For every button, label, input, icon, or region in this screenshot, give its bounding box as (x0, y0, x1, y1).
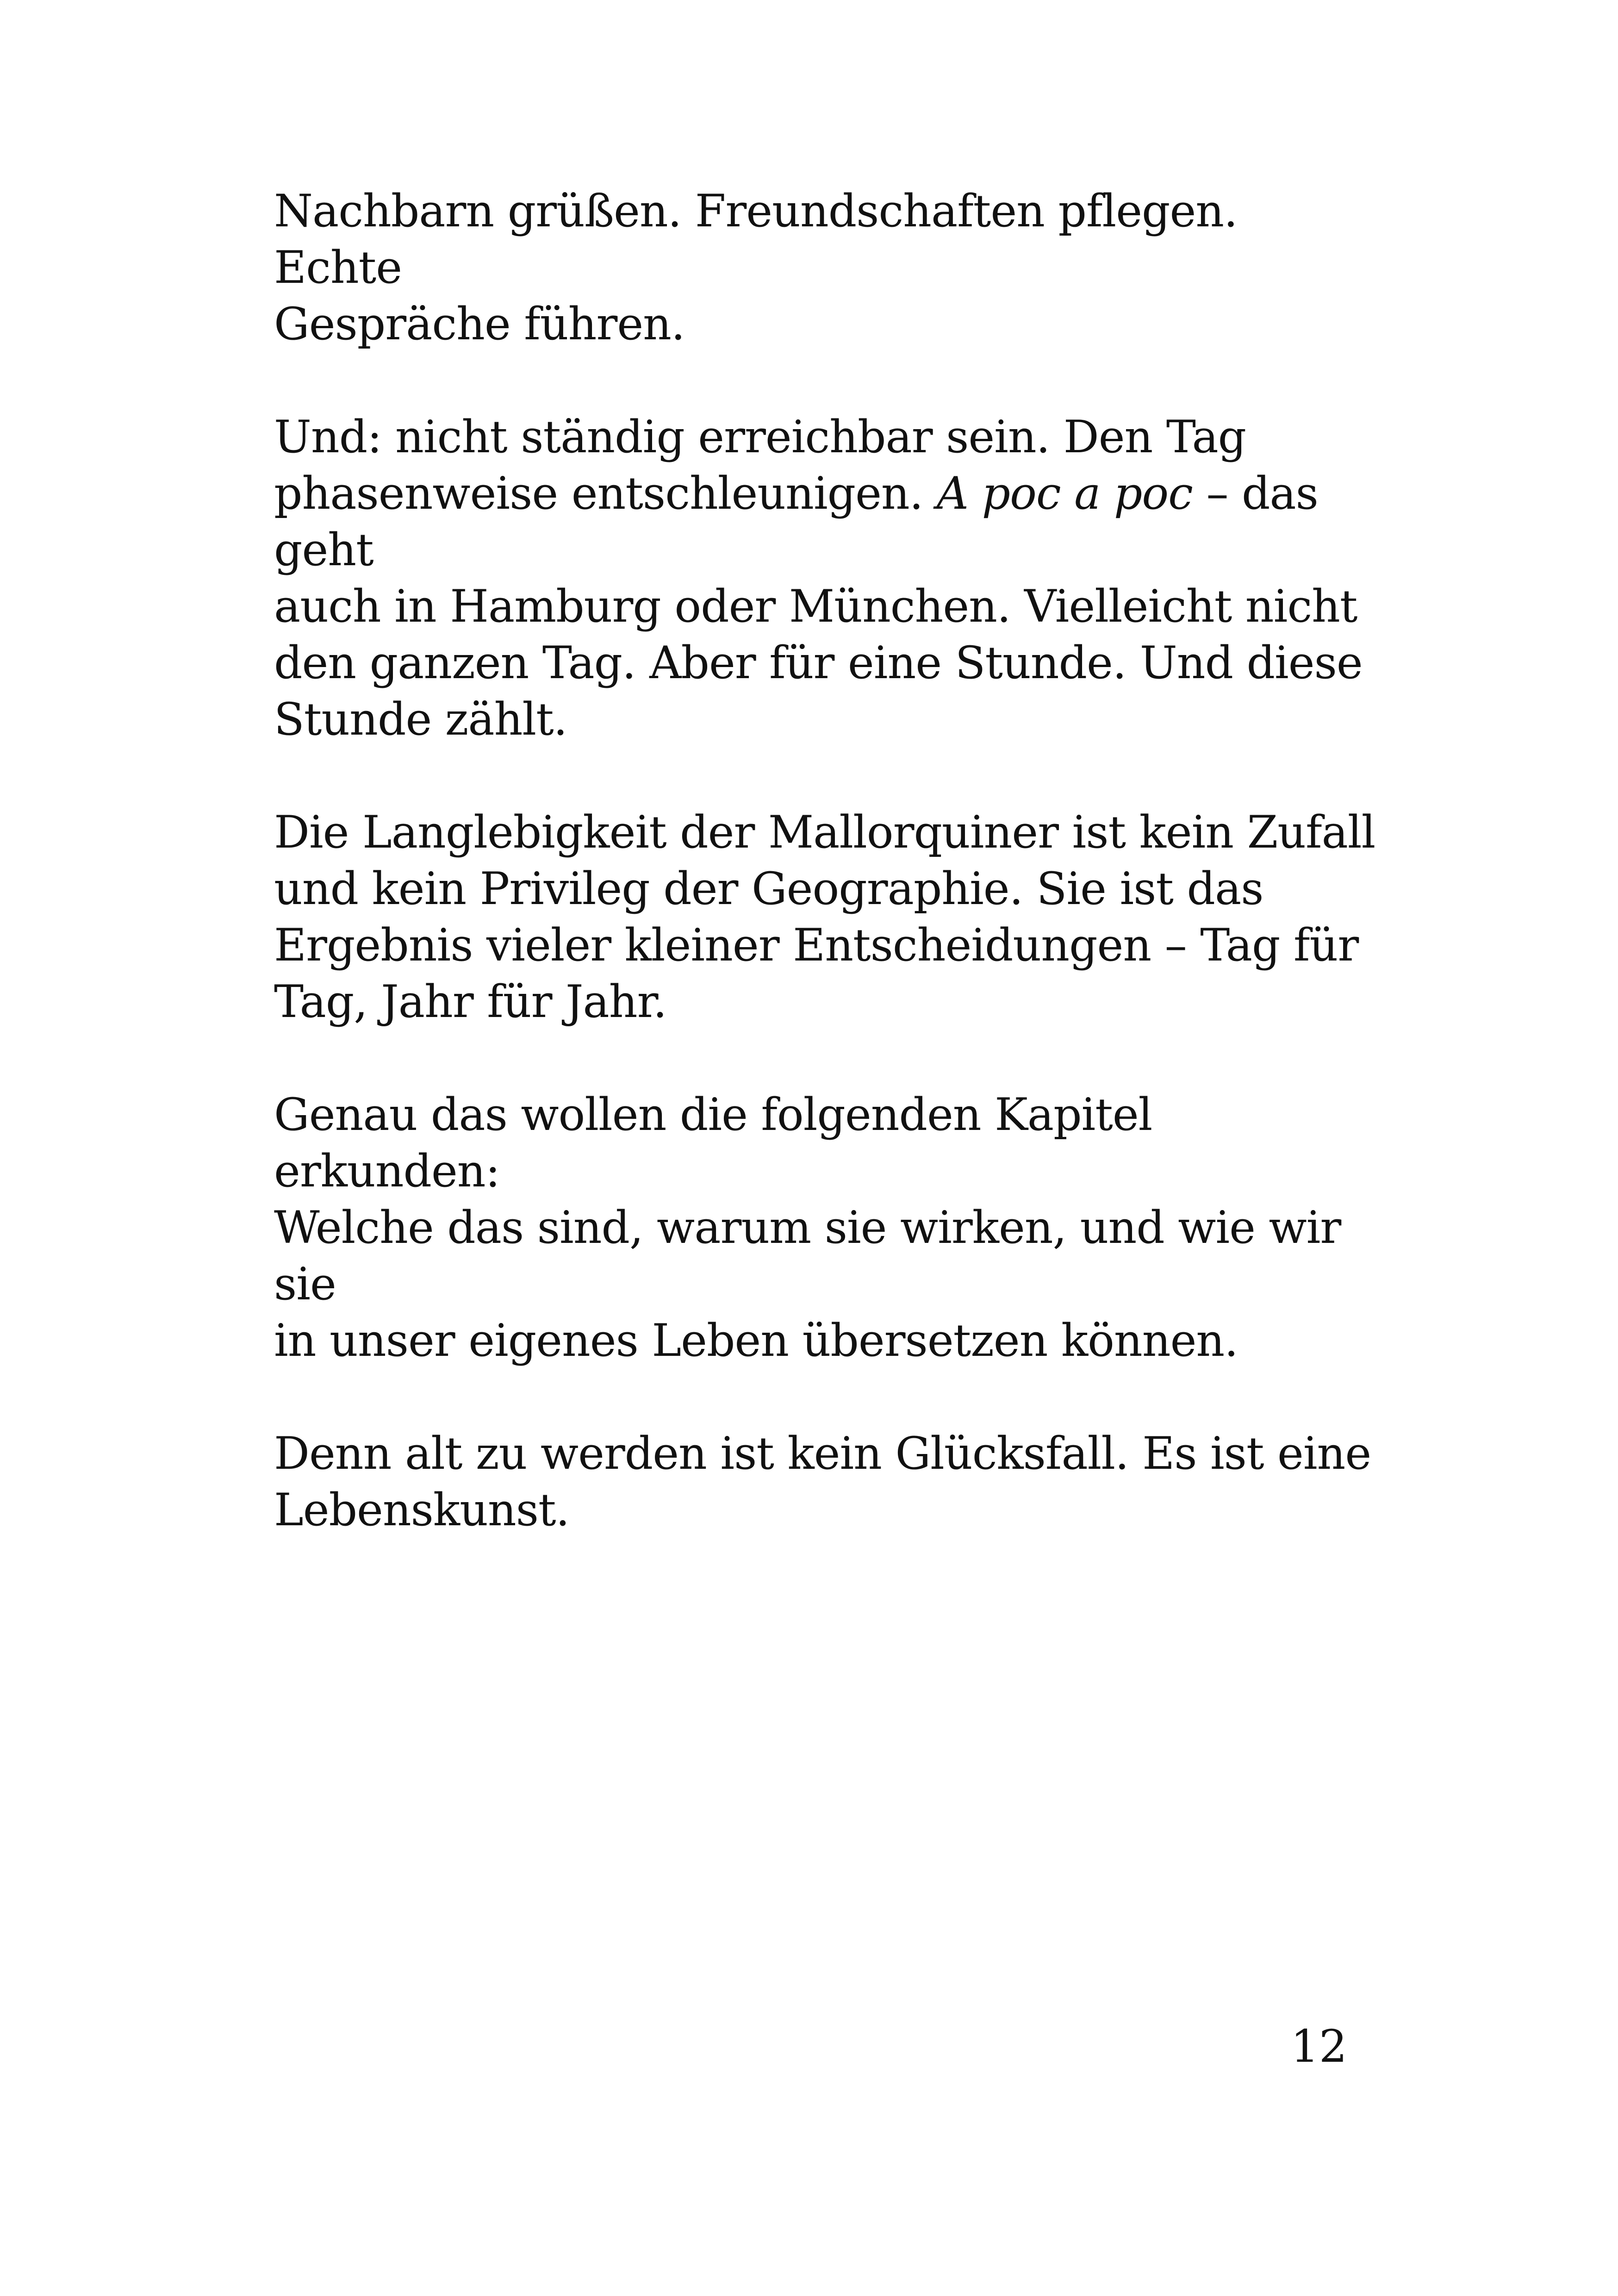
italic-phrase: A poc a poc (936, 468, 1193, 519)
body-text (274, 183, 1375, 1538)
paragraph-conclusion: Denn alt zu werden ist kein Glücksfall. Es ist eine Lebenskunst. (274, 1428, 1371, 1536)
paragraph-chapters: Genau das wollen die folgenden Kapitel erkunden: Welche das sind, warum sie wirken, und wie wir sie in unser eigenes Leben übersetzen können. (274, 1089, 1341, 1366)
paragraph-reachability-end: – das geht auch in Hamburg oder München. Vielleicht nicht den ganzen Tag. Aber für eine Stunde. Und diese Stunde zählt. (274, 468, 1363, 745)
paragraph-longevity: Die Langlebigkeit der Mallorquiner ist kein Zufall und kein Privileg der Geographie. Sie ist das Ergebnis vieler kleiner Entscheidungen – Tag für Tag, Jahr für Jahr. (274, 806, 1375, 1028)
paragraph-reachability-start: Und: nicht ständig erreichbar sein. Den Tag phasenweise entschleunigen. (274, 411, 1246, 519)
paragraph-neighbors: Nachbarn grüßen. Freundschaften pflegen. Echte Gespräche führen. (274, 185, 1238, 350)
paragraph-reachability (274, 409, 1375, 748)
page-number: 12 (1290, 2021, 1347, 2072)
